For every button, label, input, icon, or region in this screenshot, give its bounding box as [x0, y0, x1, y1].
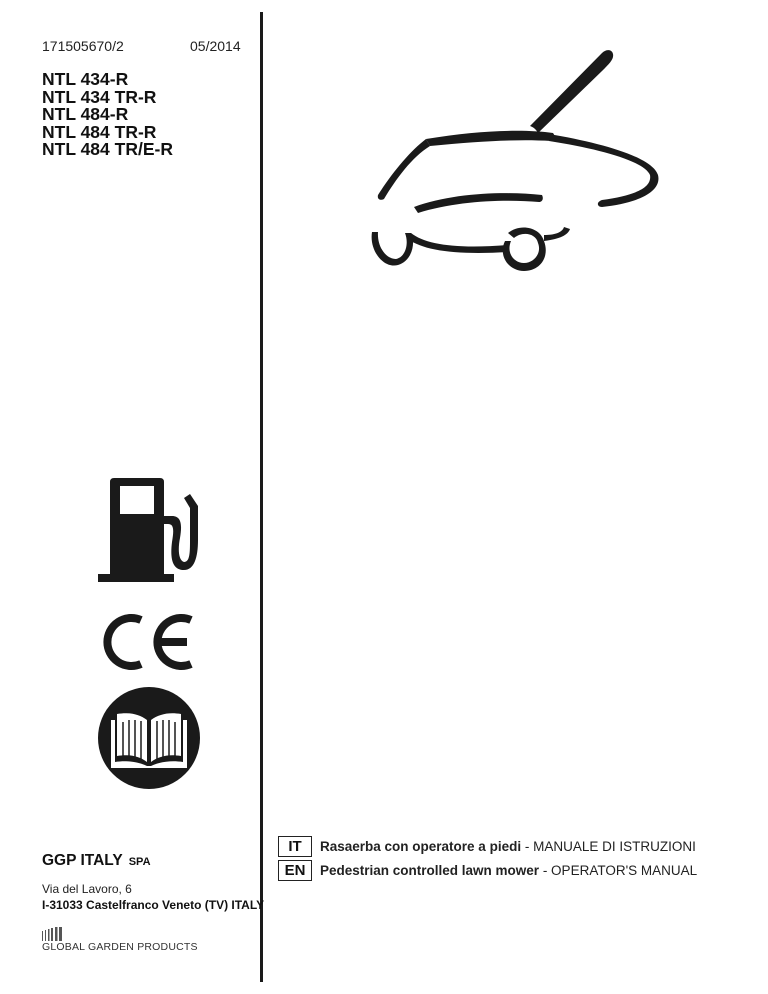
- manual-type-it: - MANUALE DI ISTRUZIONI: [521, 838, 696, 854]
- model-item: NTL 434-R: [42, 69, 129, 89]
- model-list: [42, 71, 173, 159]
- ggp-logo-icon: [42, 927, 90, 941]
- manual-type-en: - OPERATOR'S MANUAL: [539, 862, 698, 878]
- company-name: [42, 852, 151, 870]
- company-name-text: GGP ITALY: [42, 852, 123, 869]
- language-code-en: EN: [278, 860, 312, 881]
- language-row-en: [278, 858, 738, 882]
- read-manual-icon: [97, 686, 201, 790]
- language-code-it: IT: [278, 836, 312, 857]
- model-item: NTL 434 TR-R: [42, 86, 157, 107]
- document-date: 05/2014: [190, 38, 241, 54]
- vertical-divider: [260, 12, 263, 982]
- ce-mark-icon: [99, 612, 195, 672]
- model-item: NTL 484 TR-R: [42, 121, 157, 142]
- language-title-it: [320, 839, 696, 854]
- model-item: NTL 484 TR/E-R: [42, 139, 173, 159]
- lawn-mower-icon: [340, 45, 670, 275]
- language-row-it: [278, 834, 738, 858]
- fuel-pump-icon: [98, 478, 200, 584]
- product-name-it: Rasaerba con operatore a piedi: [320, 838, 522, 854]
- language-title-en: [320, 863, 697, 878]
- model-item: NTL 484-R: [42, 104, 129, 124]
- product-name-en: Pedestrian controlled lawn mower: [320, 862, 540, 878]
- company-city: I-31033 Castelfranco Veneto (TV) ITALY: [42, 898, 265, 912]
- document-number: 171505670/2: [42, 38, 124, 54]
- company-suffix: SPA: [128, 856, 151, 868]
- brand-name: GLOBAL GARDEN PRODUCTS: [42, 941, 198, 953]
- company-street: Via del Lavoro, 6: [42, 882, 132, 896]
